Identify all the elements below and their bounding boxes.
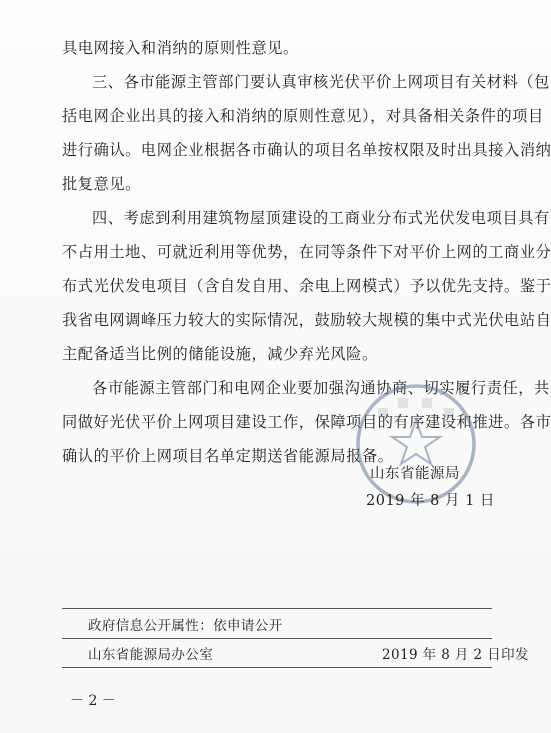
disclosure-attribute: 政府信息公开属性：依申请公开 bbox=[88, 618, 283, 634]
footer-bottom-rule bbox=[62, 667, 492, 668]
body-line: 确认的平价上网项目名单定期送省能源局报备。 bbox=[62, 447, 394, 465]
footer-top-rule bbox=[62, 608, 492, 609]
footer-middle-rule bbox=[62, 638, 492, 639]
body-line: 各市能源主管部门和电网企业要加强沟通协商、切实履行责任，共 bbox=[92, 379, 550, 397]
body-line: 四、考虑到利用建筑物屋顶建设的工商业分布式光伏发电项目具有 bbox=[92, 209, 550, 227]
body-line: 布式光伏发电项目（含自发自用、余电上网模式）予以优先支持。鉴于 bbox=[62, 277, 551, 295]
body-line: 批复意见。 bbox=[62, 175, 141, 193]
print-date: 2019 年 8 月 2 日印发 bbox=[382, 647, 529, 663]
body-line: 主配备适当比例的储能设施，减少弃光风险。 bbox=[62, 345, 378, 363]
body-line: 不占用土地、可就近利用等优势，在同等条件下对平价上网的工商业分 bbox=[62, 243, 551, 261]
body-line: 括电网企业出具的接入和消纳的原则性意见），对具备相关条件的项目 bbox=[62, 107, 544, 125]
body-line: 三、各市能源主管部门要认真审核光伏平价上网项目有关材料（包 bbox=[92, 73, 550, 91]
page-number: － 2 － bbox=[70, 693, 116, 709]
body-line: 具电网接入和消纳的原则性意见。 bbox=[62, 39, 299, 57]
issuer-office: 山东省能源局办公室 bbox=[88, 647, 214, 663]
signature-org: 山东省能源局 bbox=[370, 466, 460, 482]
body-line: 我省电网调峰压力较大的实际情况，鼓励较大规模的集中式光伏电站自 bbox=[62, 311, 551, 329]
body-line: 同做好光伏平价上网项目建设工作，保障项目的有序建设和推进。各市 bbox=[62, 413, 551, 431]
signature-date: 2019 年 8 月 1 日 bbox=[366, 493, 495, 509]
body-line: 进行确认。电网企业根据各市确认的项目名单按权限及时出具接入消纳 bbox=[62, 141, 551, 159]
